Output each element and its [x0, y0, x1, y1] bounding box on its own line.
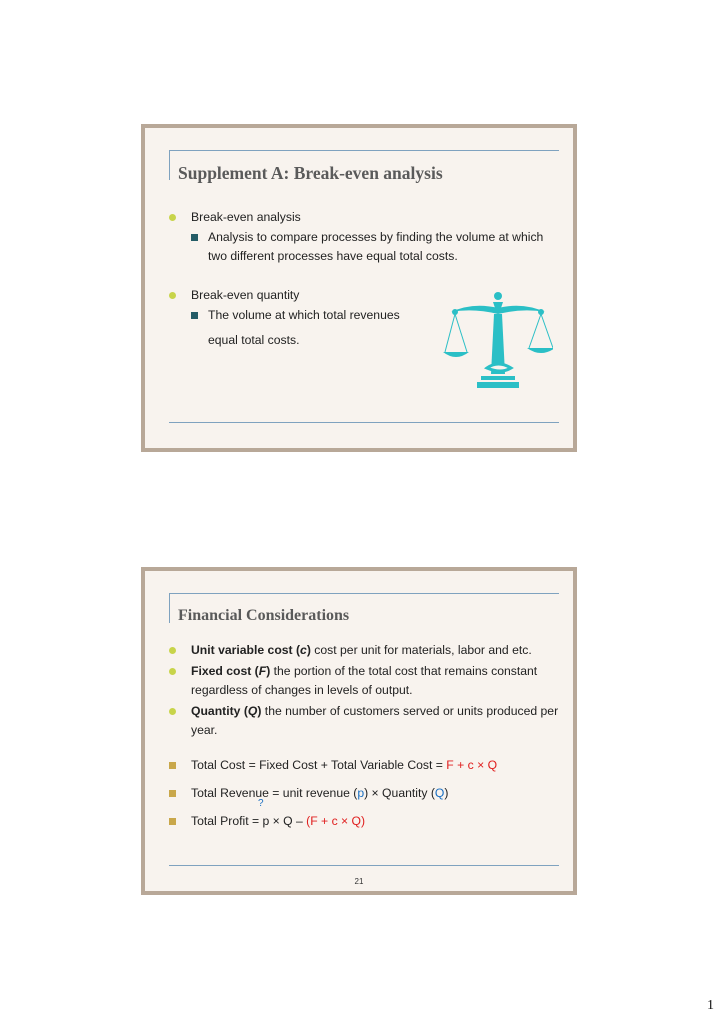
footer-rule [169, 422, 559, 423]
bullet-break-even-analysis: Break-even analysis [169, 208, 569, 227]
sub-bullet-analysis: Analysis to compare processes by finding the volume at which two different processes have equal total costs. [191, 228, 551, 266]
formula-total-cost: Total Cost = Fixed Cost + Total Variable Cost = F + c × Q [169, 756, 569, 775]
title-rule-left [169, 593, 170, 623]
bullet-break-even-quantity: Break-even quantity [169, 286, 569, 305]
page-number: 1 [707, 998, 714, 1013]
bullet-dot [169, 647, 176, 654]
title-rule-top [169, 150, 559, 151]
slide-1-title: Supplement A: Break-even analysis [178, 163, 443, 183]
bullet-dot [169, 292, 176, 299]
bullet-dot [169, 708, 176, 715]
slide-2-title: Financial Considerations [178, 607, 350, 624]
bullet-square [191, 312, 198, 319]
slide-number: 21 [354, 877, 364, 886]
definition-quantity: Quantity (Q) the number of customers served or units produced per year. [169, 702, 569, 740]
slide-1 [141, 124, 577, 452]
bullet-dot [169, 214, 176, 221]
bullet-square [169, 762, 176, 769]
formula-total-profit: Total Profit = p × Q – (F + c × Q) [169, 812, 569, 831]
bullet-square [191, 234, 198, 241]
bullet-square [169, 818, 176, 825]
definition-fixed-cost: Fixed cost (F) the portion of the total cost that remains constant regardless of changes in levels of output. [169, 662, 569, 700]
scales-of-justice-icon [443, 290, 553, 390]
title-rule-top [169, 593, 559, 594]
formula-total-revenue: Total Revenue = unit revenue (p) × Quantity (Q) [169, 784, 569, 803]
bullet-square [169, 790, 176, 797]
slide-2 [141, 567, 577, 895]
title-rule-left [169, 150, 170, 180]
question-mark: ? [258, 798, 264, 809]
definition-unit-variable-cost: Unit variable cost (c) cost per unit for materials, labor and etc. [169, 641, 569, 660]
sub-bullet-volume: The volume at which total revenues equal total costs. [191, 306, 431, 350]
bullet-dot [169, 668, 176, 675]
footer-rule [169, 865, 559, 866]
